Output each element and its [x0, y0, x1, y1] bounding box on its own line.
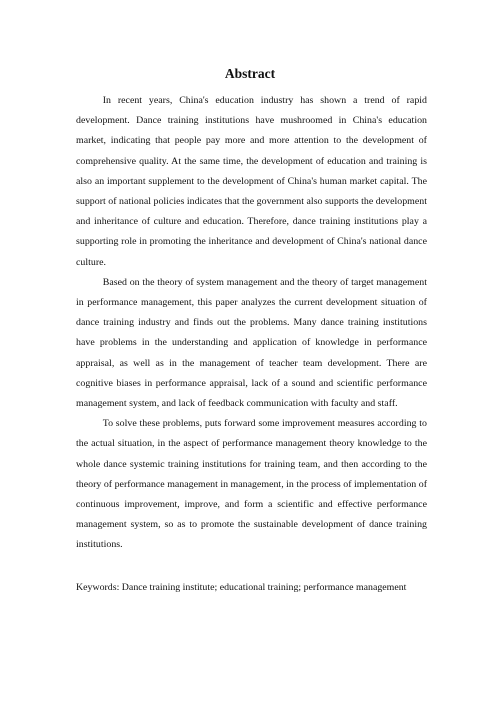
abstract-body: [76, 91, 427, 556]
abstract-paragraph-1: In recent years, China's education industry has shown a trend of rapid development. Dance training institutions have mushroomed in China's education market, indicating that people pay more and more attention to the development of comprehensive quality. At the same time, the development of education and training is also an important supplement to the development of China's human market capital. The support of national policies indicates that the government also supports the development and inheritance of culture and education. Therefore, dance training institutions play a supporting role in promoting the inheritance and development of China's national dance culture.: [76, 95, 427, 268]
page-title: Abstract: [224, 66, 276, 81]
abstract-paragraph-2: Based on the theory of system management and the theory of target management in performance management, this paper analyzes the current development situation of dance training industry and finds out the problems. Many dance training institutions have problems in the understanding and application of knowledge in performance appraisal, as well as in the management of teacher team development. There are cognitive biases in performance appraisal, lack of a sound and scientific performance management system, and lack of feedback communication with faculty and staff.: [76, 276, 427, 410]
abstract-paragraph-3: To solve these problems, puts forward some improvement measures according to the actual situation, in the aspect of performance management theory knowledge to the whole dance systemic training institutions for training team, and then according to the theory of performance management in management, in the process of implementation of continuous improvement, improve, and form a scientific and effective performance management system, so as to promote the sustainable development of dance training institutions.: [76, 418, 428, 551]
keywords-line: Keywords: Dance training institute; educational training; performance management: [76, 582, 407, 593]
